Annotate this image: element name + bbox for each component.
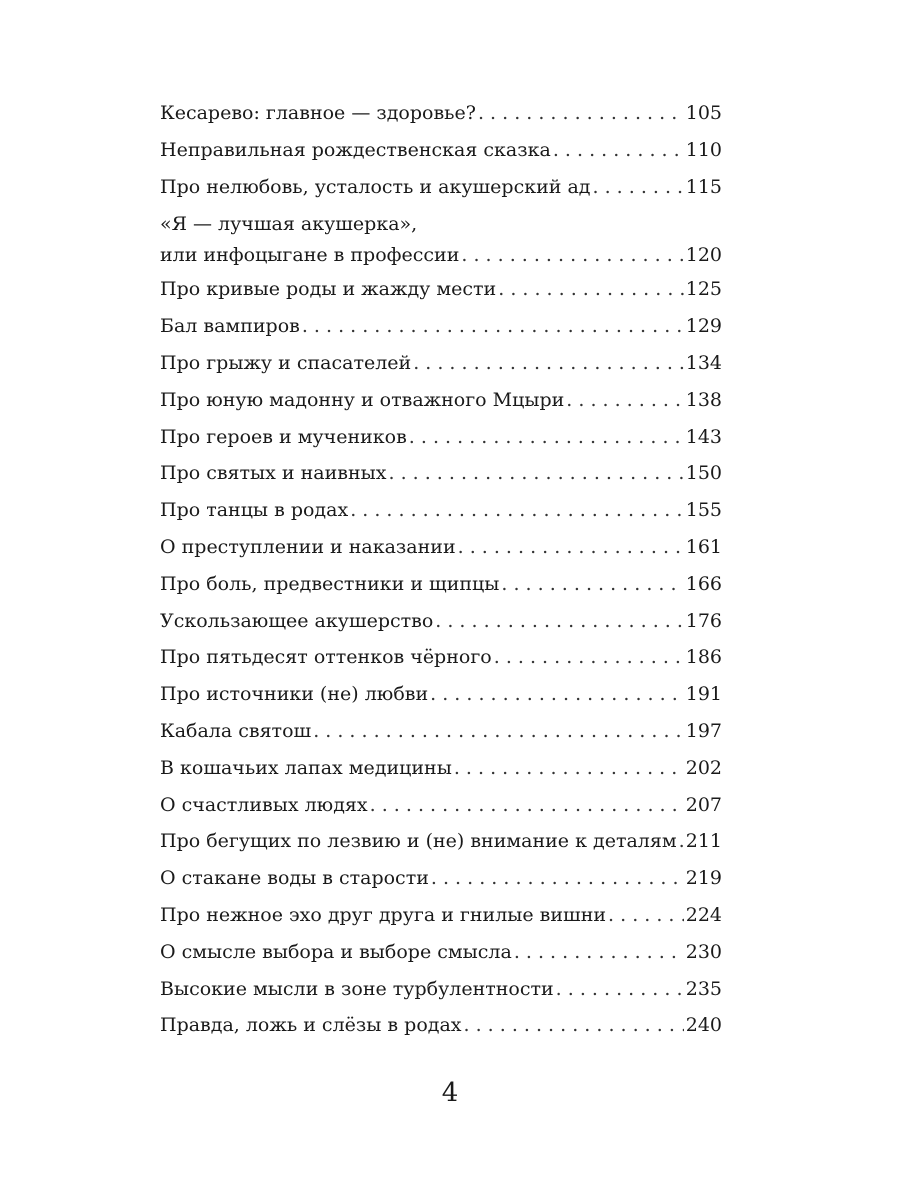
toc-entry-title: Высокие мысли в зоне турбулентности bbox=[160, 977, 554, 1000]
toc-entry-page: 211 bbox=[685, 830, 722, 853]
toc-entry-page: 161 bbox=[685, 535, 722, 558]
toc-entry[interactable] bbox=[160, 169, 722, 206]
toc-entry-title: или инфоцыгане в профессии bbox=[160, 244, 460, 267]
toc-entry-page: 219 bbox=[685, 867, 722, 890]
toc-entry-page: 191 bbox=[685, 683, 722, 706]
dot-leader bbox=[370, 787, 684, 824]
toc-entry[interactable] bbox=[160, 603, 722, 640]
dot-leader bbox=[679, 823, 684, 860]
toc-entry-page: 134 bbox=[685, 351, 722, 374]
toc-entry-page: 150 bbox=[685, 462, 722, 485]
toc-entry[interactable] bbox=[160, 897, 722, 934]
toc-entry[interactable] bbox=[160, 382, 722, 419]
dot-leader bbox=[593, 169, 684, 206]
dot-leader bbox=[566, 382, 683, 419]
toc-entry[interactable] bbox=[160, 787, 722, 824]
dot-leader bbox=[409, 419, 684, 456]
dot-leader bbox=[553, 132, 684, 169]
dot-leader bbox=[501, 566, 683, 603]
toc-entry-title: Про юную мадонну и отважного Мцыри bbox=[160, 388, 565, 411]
dot-leader bbox=[498, 271, 684, 308]
dot-leader bbox=[478, 95, 684, 132]
toc-entry-title: О преступлении и наказании bbox=[160, 535, 456, 558]
toc-entry-page: 207 bbox=[685, 793, 722, 816]
toc-entry-title: Про нелюбовь, усталость и акушерский ад bbox=[160, 175, 591, 198]
toc-entry-title: Неправильная рождественская сказка bbox=[160, 138, 551, 161]
dot-leader bbox=[608, 897, 684, 934]
dot-leader bbox=[556, 971, 684, 1008]
toc-entry[interactable] bbox=[160, 95, 722, 132]
dot-leader bbox=[413, 345, 684, 382]
toc-entry-title: В кошачьих лапах медицины bbox=[160, 756, 452, 779]
toc-entry-page: 186 bbox=[685, 646, 722, 669]
toc-entry[interactable] bbox=[160, 676, 722, 713]
toc-entry-title: Кабала святош bbox=[160, 719, 312, 742]
toc-entry-page: 176 bbox=[685, 609, 722, 632]
toc-entry[interactable] bbox=[160, 345, 722, 382]
toc-entry-title: Про боль, предвестники и щипцы bbox=[160, 572, 500, 595]
toc-entry[interactable] bbox=[160, 308, 722, 345]
toc-entry[interactable] bbox=[160, 419, 722, 456]
toc-entry-title: Про нежное эхо друг друга и гнилые вишни bbox=[160, 903, 607, 926]
toc-entry-title: Про кривые роды и жажду мести bbox=[160, 278, 497, 301]
toc-entry-title-line1: «Я — лучшая акушерка», bbox=[160, 213, 418, 236]
dot-leader bbox=[302, 308, 684, 345]
dot-leader bbox=[350, 492, 684, 529]
toc-entry-page: 224 bbox=[685, 903, 722, 926]
toc-entry-title: О стакане воды в старости bbox=[160, 867, 429, 890]
dot-leader bbox=[464, 1007, 684, 1044]
toc-entry[interactable] bbox=[160, 566, 722, 603]
dot-leader bbox=[313, 713, 684, 750]
toc-entry-page: 235 bbox=[685, 977, 722, 1000]
toc-entry-page: 110 bbox=[685, 138, 722, 161]
toc-entry[interactable] bbox=[160, 492, 722, 529]
dot-leader bbox=[431, 860, 684, 897]
dot-leader bbox=[458, 529, 684, 566]
toc-entry[interactable] bbox=[160, 639, 722, 676]
toc-entry-page: 230 bbox=[685, 940, 722, 963]
page-number: 4 bbox=[441, 1078, 459, 1108]
toc-entry[interactable] bbox=[160, 205, 722, 271]
toc-entry-page: 202 bbox=[685, 756, 722, 779]
table-of-contents bbox=[160, 95, 722, 1044]
toc-entry-page: 155 bbox=[685, 499, 722, 522]
dot-leader bbox=[494, 639, 684, 676]
toc-entry[interactable] bbox=[160, 823, 722, 860]
toc-entry-page: 143 bbox=[685, 425, 722, 448]
toc-entry-page: 138 bbox=[685, 388, 722, 411]
toc-entry-title: Про грыжу и спасателей bbox=[160, 351, 412, 374]
toc-entry[interactable] bbox=[160, 271, 722, 308]
toc-entry[interactable] bbox=[160, 1007, 722, 1044]
toc-entry-title: Про героев и мучеников bbox=[160, 425, 407, 448]
toc-entry-title: Ускользающее акушерство bbox=[160, 609, 434, 632]
toc-entry-page: 125 bbox=[685, 278, 722, 301]
toc-entry-page: 105 bbox=[685, 102, 722, 124]
toc-entry-page: 197 bbox=[685, 719, 722, 742]
toc-entry-title: Про танцы в родах bbox=[160, 499, 349, 522]
toc-entry-title: Про пятьдесят оттенков чёрного bbox=[160, 646, 492, 669]
toc-entry-title: О счастливых людях bbox=[160, 793, 368, 816]
toc-entry-page: 115 bbox=[685, 175, 722, 198]
toc-entry-page: 240 bbox=[685, 1014, 722, 1037]
toc-entry[interactable] bbox=[160, 529, 722, 566]
toc-entry-page: 129 bbox=[685, 315, 722, 338]
dot-leader bbox=[435, 603, 683, 640]
toc-entry-title: Кесарево: главное — здоровье? bbox=[160, 102, 476, 124]
toc-entry-title: Бал вампиров bbox=[160, 315, 300, 338]
toc-entry-title: Про святых и наивных bbox=[160, 462, 387, 485]
toc-entry-page: 166 bbox=[685, 572, 722, 595]
toc-entry[interactable] bbox=[160, 455, 722, 492]
toc-entry-title: Про бегущих по лезвию и (не) внимание к деталям bbox=[160, 830, 677, 853]
toc-entry-title: Правда, ложь и слёзы в родах bbox=[160, 1014, 462, 1037]
toc-entry-title: Про источники (не) любви bbox=[160, 683, 429, 706]
toc-entry[interactable] bbox=[160, 860, 722, 897]
toc-entry-page: 120 bbox=[685, 244, 722, 267]
toc-entry[interactable] bbox=[160, 971, 722, 1008]
dot-leader bbox=[514, 934, 684, 971]
dot-leader bbox=[388, 455, 683, 492]
toc-entry[interactable] bbox=[160, 132, 722, 169]
toc-entry[interactable] bbox=[160, 713, 722, 750]
toc-entry[interactable] bbox=[160, 750, 722, 787]
dot-leader bbox=[461, 239, 683, 271]
dot-leader bbox=[454, 750, 684, 787]
dot-leader bbox=[430, 676, 684, 713]
toc-entry-title: О смысле выбора и выборе смысла bbox=[160, 940, 512, 963]
toc-entry[interactable] bbox=[160, 934, 722, 971]
